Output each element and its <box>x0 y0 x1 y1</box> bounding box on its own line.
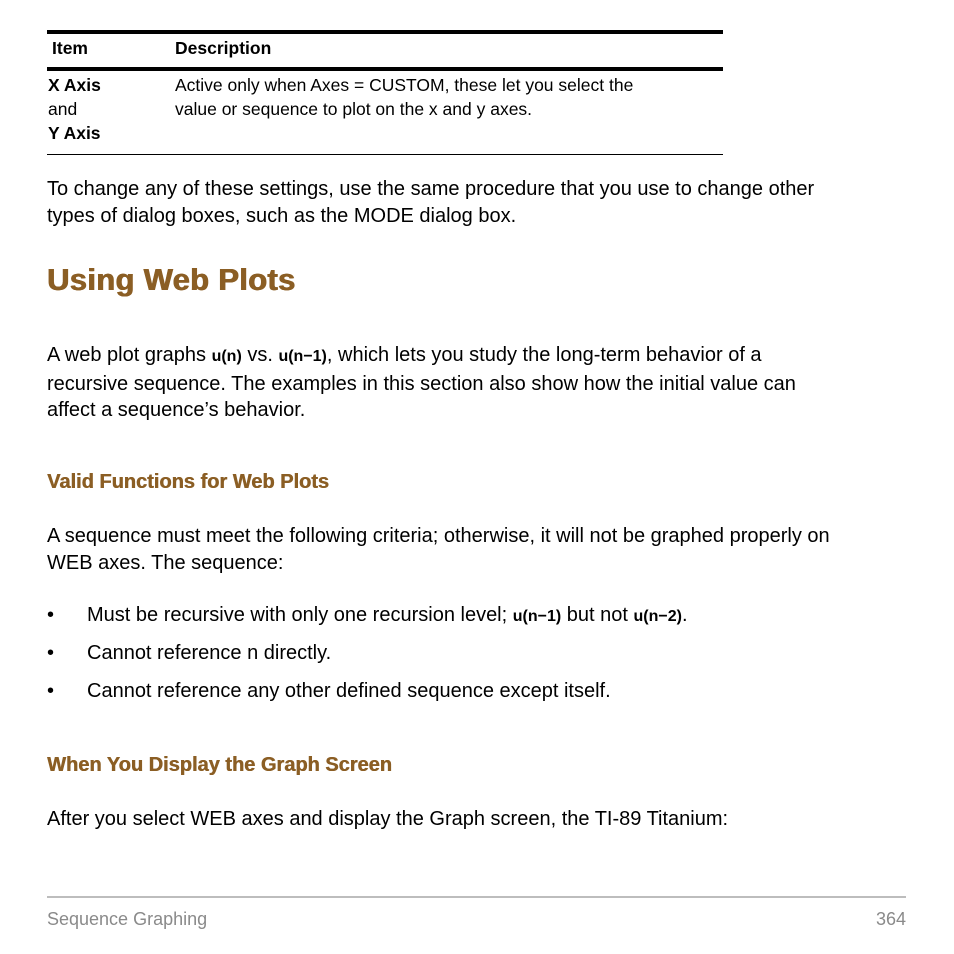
bullet-text-recursive <box>87 602 688 630</box>
subsection-title-valid-functions: Valid Functions for Web Plots <box>47 471 329 493</box>
intro-paragraph <box>47 176 917 229</box>
web-plot-text-pre: A web plot graphs <box>47 344 212 366</box>
bullet1-mid: but not <box>561 604 634 626</box>
intro-line2: types of dialog boxes, such as the MODE dialog box. <box>47 204 517 227</box>
footer-chapter: Sequence Graphing <box>47 909 208 929</box>
table-cell-desc-line2: value or sequence to plot on the x and y axes. <box>175 99 533 119</box>
table-header-rule <box>47 67 723 71</box>
code-u-n-minus-1: u(n−1) <box>512 608 562 625</box>
subsection-title-graph-screen: When You Display the Graph Screen <box>47 754 392 776</box>
bullet-icon: • <box>47 680 55 702</box>
code-u-n-minus-2: u(n−2) <box>633 608 682 625</box>
web-plot-line2: recursive sequence. The examples in this section also show how the initial value can <box>47 372 796 395</box>
graph-screen-paragraph <box>47 806 917 833</box>
web-plot-text-post: , which lets you study the long-term behavior of a <box>326 344 762 366</box>
bullet-icon: • <box>47 642 55 664</box>
intro-line1: To change any of these settings, use the same procedure that you use to change other <box>47 178 815 200</box>
bullet-text-no-n: Cannot reference n directly. <box>87 642 332 664</box>
code-u-n: u(n) <box>211 348 242 365</box>
criteria-paragraph <box>47 523 917 576</box>
web-plot-text-mid: vs. <box>241 344 279 366</box>
table-cell-item-line1: X Axis <box>48 75 101 95</box>
bullet1-post: . <box>681 604 688 626</box>
table-bottom-rule <box>47 154 723 155</box>
web-plot-line1 <box>47 342 917 371</box>
bullet1-pre: Must be recursive with only one recursion level; <box>87 604 513 626</box>
bullet-text-no-other-sequence: Cannot reference any other defined sequence except itself. <box>87 680 611 702</box>
web-plot-line3: affect a sequence’s behavior. <box>47 399 306 421</box>
table-cell-desc-line1: Active only when Axes = CUSTOM, these let you select the <box>175 75 634 95</box>
table-cell-item-line3: Y Axis <box>48 123 101 143</box>
footer-rule <box>47 896 906 898</box>
table-header-description: Description <box>175 38 272 58</box>
bullet-icon: • <box>47 604 55 626</box>
web-plot-paragraph <box>47 342 917 424</box>
criteria-line2: WEB axes. The sequence: <box>47 551 284 574</box>
section-title: Using Web Plots <box>47 262 296 297</box>
table-header-item: Item <box>52 38 88 58</box>
graph-screen-line1: After you select WEB axes and display the Graph screen, the TI-89 Titanium: <box>47 808 729 830</box>
table-top-rule <box>47 30 723 34</box>
footer-page-number: 364 <box>875 909 906 929</box>
table-cell-item-line2: and <box>48 99 78 119</box>
code-u-n-minus-1: u(n−1) <box>278 348 327 365</box>
criteria-line1: A sequence must meet the following criteria; otherwise, it will not be graphed properly on <box>47 525 830 547</box>
